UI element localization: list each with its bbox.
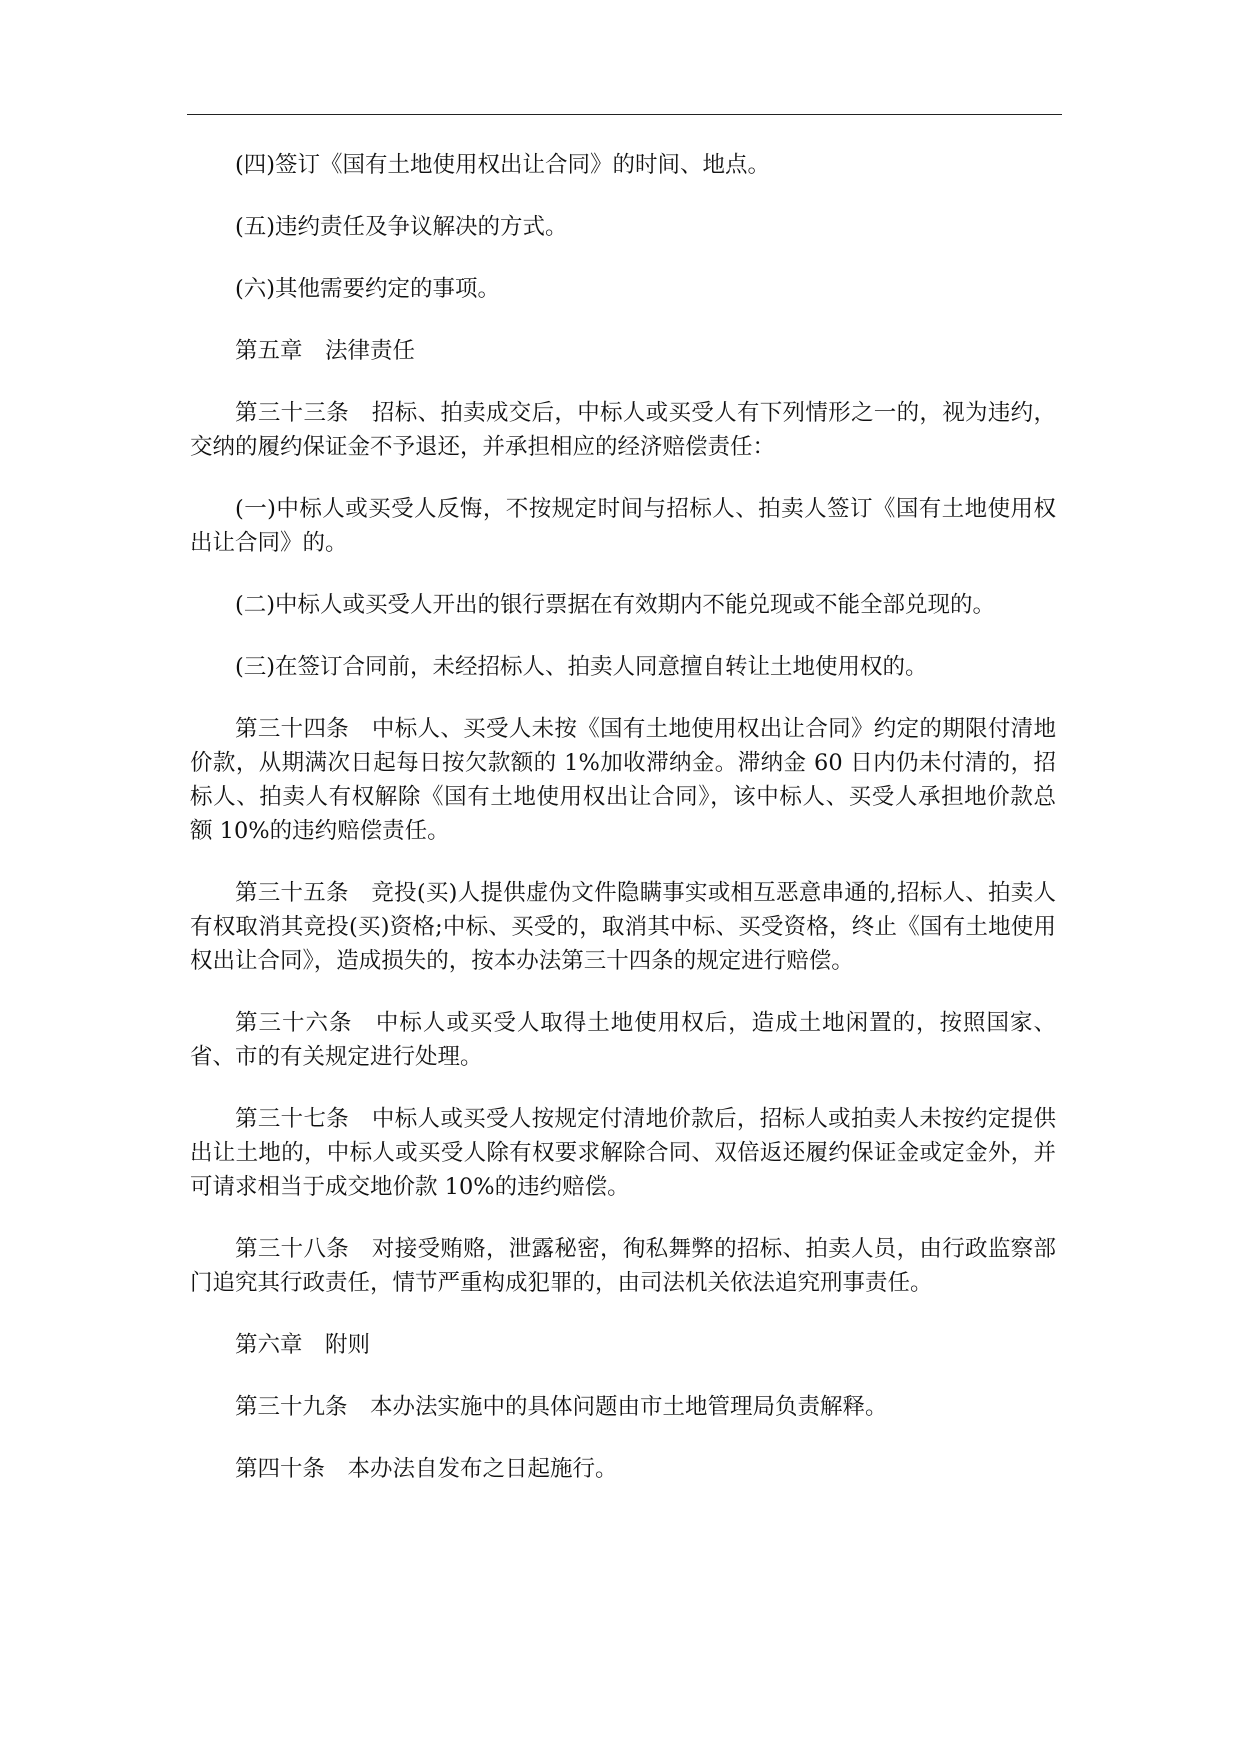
article-35: 第三十五条 竞投(买)人提供虚伪文件隐瞒事实或相互恶意串通的,招标人、拍卖人有权取消其竞投(买)资格;中标、买受的，取消其中标、买受资格，终止《国有土地使用权出让合同》，造成损失的，按本办法第三十四条的规定进行赔偿。 — [190, 880, 1056, 974]
document-body — [190, 148, 1056, 1514]
clause-4-signing-time-place: (四)签订《国有土地使用权出让合同》的时间、地点。 — [235, 152, 771, 178]
article-33-item-1: (一)中标人或买受人反悔，不按规定时间与招标人、拍卖人签订《国有土地使用权出让合同》的。 — [190, 496, 1056, 556]
chapter-5-heading: 第五章 法律责任 — [235, 338, 416, 364]
clause-5-liability-dispute: (五)违约责任及争议解决的方式。 — [235, 214, 568, 240]
article-39: 第三十九条 本办法实施中的具体问题由市土地管理局负责解释。 — [235, 1394, 888, 1420]
article-33: 第三十三条 招标、拍卖成交后，中标人或买受人有下列情形之一的，视为违约，交纳的履约保证金不予退还，并承担相应的经济赔偿责任： — [190, 400, 1056, 460]
article-33-item-2: (二)中标人或买受人开出的银行票据在有效期内不能兑现或不能全部兑现的。 — [235, 592, 996, 618]
article-33-item-3: (三)在签订合同前，未经招标人、拍卖人同意擅自转让土地使用权的。 — [235, 654, 928, 680]
article-38: 第三十八条 对接受贿赂，泄露秘密，徇私舞弊的招标、拍卖人员，由行政监察部门追究其行政责任，情节严重构成犯罪的，由司法机关依法追究刑事责任。 — [190, 1236, 1056, 1296]
article-34: 第三十四条 中标人、买受人未按《国有土地使用权出让合同》约定的期限付清地价款，从期满次日起每日按欠款额的 1%加收滞纳金。滞纳金 60 日内仍未付清的，招标人、拍卖人有权解除《国有土地使用权出让合同》，该中标人、买受人承担地价款总额 10%的违约赔偿责任。 — [190, 716, 1056, 844]
article-36: 第三十六条 中标人或买受人取得土地使用权后，造成土地闲置的，按照国家、省、市的有关规定进行处理。 — [190, 1010, 1056, 1070]
article-40: 第四十条 本办法自发布之日起施行。 — [235, 1456, 618, 1482]
header-rule — [187, 114, 1062, 115]
clause-6-other-matters: (六)其他需要约定的事项。 — [235, 276, 501, 302]
chapter-6-heading: 第六章 附则 — [235, 1332, 371, 1358]
article-37: 第三十七条 中标人或买受人按规定付清地价款后，招标人或拍卖人未按约定提供出让土地的，中标人或买受人除有权要求解除合同、双倍返还履约保证金或定金外，并可请求相当于成交地价款 10%的违约赔偿。 — [190, 1106, 1056, 1200]
